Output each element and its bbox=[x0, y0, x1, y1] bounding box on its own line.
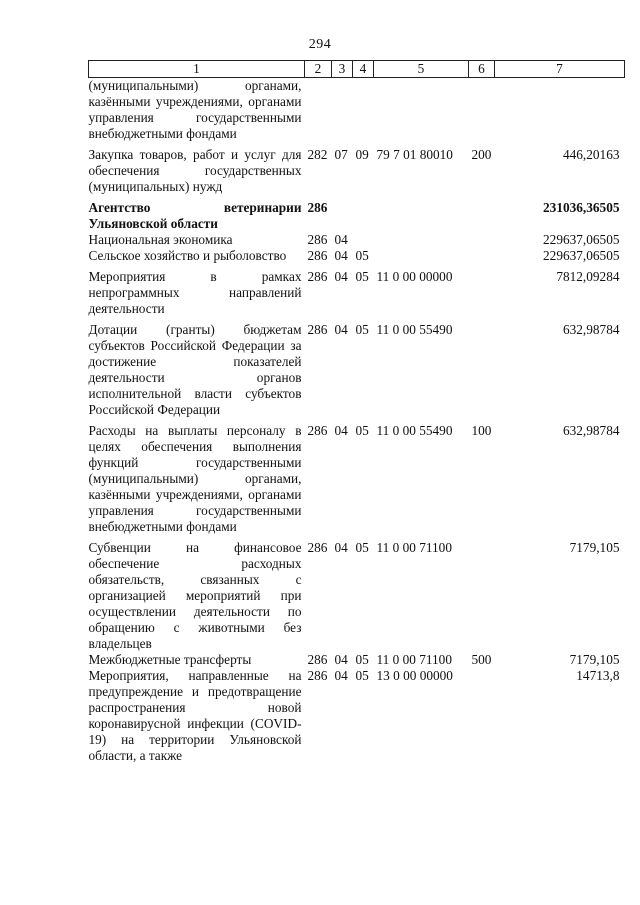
section-code: 04 bbox=[334, 232, 348, 247]
table-row bbox=[89, 668, 625, 764]
subsection-code bbox=[353, 195, 374, 232]
ministry-code: 286 bbox=[307, 200, 328, 215]
target-article-code: 13 0 00 00000 bbox=[376, 668, 453, 683]
subsection-code: 05 bbox=[355, 322, 369, 337]
item-name: Мероприятия, направленные на предупреждение и предотвращение распространения новой коронавирусной инфекции (COVID-19) на территории Ульяновской области, а также bbox=[88, 668, 302, 763]
subsection-code: 05 bbox=[355, 423, 369, 438]
expense-type-code bbox=[469, 668, 495, 764]
expense-type-code bbox=[469, 264, 495, 317]
subsection-code bbox=[353, 78, 374, 143]
column-header-4: 4 bbox=[353, 61, 374, 78]
target-article-code bbox=[374, 232, 469, 248]
expense-type-code bbox=[469, 248, 495, 264]
amount: 7179,105 bbox=[569, 652, 620, 667]
column-header-1: 1 bbox=[89, 61, 305, 78]
table-row bbox=[89, 317, 625, 418]
item-name: Национальная экономика bbox=[88, 232, 233, 247]
target-article-code: 79 7 01 80010 bbox=[376, 147, 453, 162]
subsection-code: 05 bbox=[355, 540, 369, 555]
page-number: 294 bbox=[308, 37, 332, 52]
section-code: 07 bbox=[334, 147, 348, 162]
target-article-code: 11 0 00 55490 bbox=[376, 423, 453, 438]
column-header-7: 7 bbox=[495, 61, 625, 78]
section-code: 04 bbox=[334, 322, 348, 337]
target-article-code: 11 0 00 71100 bbox=[376, 540, 452, 555]
section-code: 04 bbox=[334, 423, 348, 438]
column-header-5: 5 bbox=[374, 61, 469, 78]
ministry-code: 286 bbox=[307, 668, 328, 683]
section-code: 04 bbox=[334, 668, 348, 683]
target-article-code bbox=[374, 78, 469, 143]
expense-type-code: 200 bbox=[471, 147, 492, 162]
ministry-code: 286 bbox=[307, 652, 328, 667]
expense-type-code: 100 bbox=[471, 423, 492, 438]
subsection-code: 05 bbox=[355, 668, 369, 683]
item-name: (муниципальными) органами, казёнными учреждениями, органами управления государственными внебюджетными фондами bbox=[88, 78, 302, 141]
amount: 632,98784 bbox=[562, 322, 620, 337]
amount: 446,20163 bbox=[562, 147, 620, 162]
amount: 14713,8 bbox=[576, 668, 620, 683]
budget-table bbox=[88, 60, 625, 764]
table-row bbox=[89, 195, 625, 232]
section-code: 04 bbox=[334, 248, 348, 263]
table-row bbox=[89, 418, 625, 535]
ministry-code: 286 bbox=[307, 269, 328, 284]
ministry-code: 286 bbox=[307, 248, 328, 263]
table-row bbox=[89, 232, 625, 248]
subsection-code: 05 bbox=[355, 248, 369, 263]
expense-type-code bbox=[469, 535, 495, 652]
table-row bbox=[89, 78, 625, 143]
section-code bbox=[332, 78, 353, 143]
ministry-code: 286 bbox=[307, 232, 328, 247]
target-article-code bbox=[374, 195, 469, 232]
expense-type-code bbox=[469, 78, 495, 143]
amount: 7179,105 bbox=[569, 540, 620, 555]
column-header-row bbox=[89, 61, 625, 78]
section-code bbox=[332, 195, 353, 232]
subsection-code: 05 bbox=[355, 269, 369, 284]
item-name: Межбюджетные трансферты bbox=[88, 652, 252, 667]
amount: 229637,06505 bbox=[543, 248, 620, 263]
target-article-code: 11 0 00 00000 bbox=[376, 269, 453, 284]
amount bbox=[495, 78, 625, 143]
ministry-code bbox=[305, 78, 332, 143]
table-row bbox=[89, 652, 625, 668]
section-code: 04 bbox=[334, 652, 348, 667]
section-code: 04 bbox=[334, 540, 348, 555]
target-article-code bbox=[374, 248, 469, 264]
ministry-code: 286 bbox=[307, 423, 328, 438]
target-article-code: 11 0 00 71100 bbox=[376, 652, 452, 667]
column-header-3: 3 bbox=[332, 61, 353, 78]
table-row bbox=[89, 535, 625, 652]
item-name: Сельское хозяйство и рыболовство bbox=[88, 248, 287, 263]
item-name: Закупка товаров, работ и услуг для обеспечения государственных (муниципальных) нужд bbox=[88, 147, 302, 194]
item-name: Расходы на выплаты персоналу в целях обеспечения выполнения функций государственными (муниципальными) органами, казёнными учреждениями, органами управления государственными внебюджетными фондами bbox=[88, 423, 302, 534]
table-row bbox=[89, 248, 625, 264]
item-name: Дотации (гранты) бюджетам субъектов Российской Федерации за достижение показателей деятельности органов исполнительной власти субъектов Российской Федерации bbox=[88, 322, 302, 417]
item-name: Агентство ветеринарии Ульяновской области bbox=[88, 200, 302, 231]
item-name: Мероприятия в рамках непрограммных направлений деятельности bbox=[88, 269, 302, 316]
subsection-code bbox=[353, 232, 374, 248]
expense-type-code bbox=[469, 232, 495, 248]
ministry-code: 286 bbox=[307, 322, 328, 337]
ministry-code: 286 bbox=[307, 540, 328, 555]
subsection-code: 09 bbox=[355, 147, 369, 162]
budget-table-wrapper bbox=[88, 60, 625, 764]
amount: 7812,09284 bbox=[556, 269, 620, 284]
ministry-code: 282 bbox=[307, 147, 328, 162]
target-article-code: 11 0 00 55490 bbox=[376, 322, 453, 337]
budget-table-body bbox=[89, 61, 625, 765]
amount: 231036,36505 bbox=[543, 200, 620, 215]
expense-type-code: 500 bbox=[471, 652, 492, 667]
amount: 229637,06505 bbox=[543, 232, 620, 247]
amount: 632,98784 bbox=[562, 423, 620, 438]
section-code: 04 bbox=[334, 269, 348, 284]
column-header-6: 6 bbox=[469, 61, 495, 78]
expense-type-code bbox=[469, 195, 495, 232]
table-row bbox=[89, 142, 625, 195]
subsection-code: 05 bbox=[355, 652, 369, 667]
expense-type-code bbox=[469, 317, 495, 418]
table-row bbox=[89, 264, 625, 317]
item-name: Субвенции на финансовое обеспечение расходных обязательств, связанных с организацией мероприятий при осуществлении деятельности по обращению с животными без владельцев bbox=[88, 540, 302, 651]
column-header-2: 2 bbox=[305, 61, 332, 78]
